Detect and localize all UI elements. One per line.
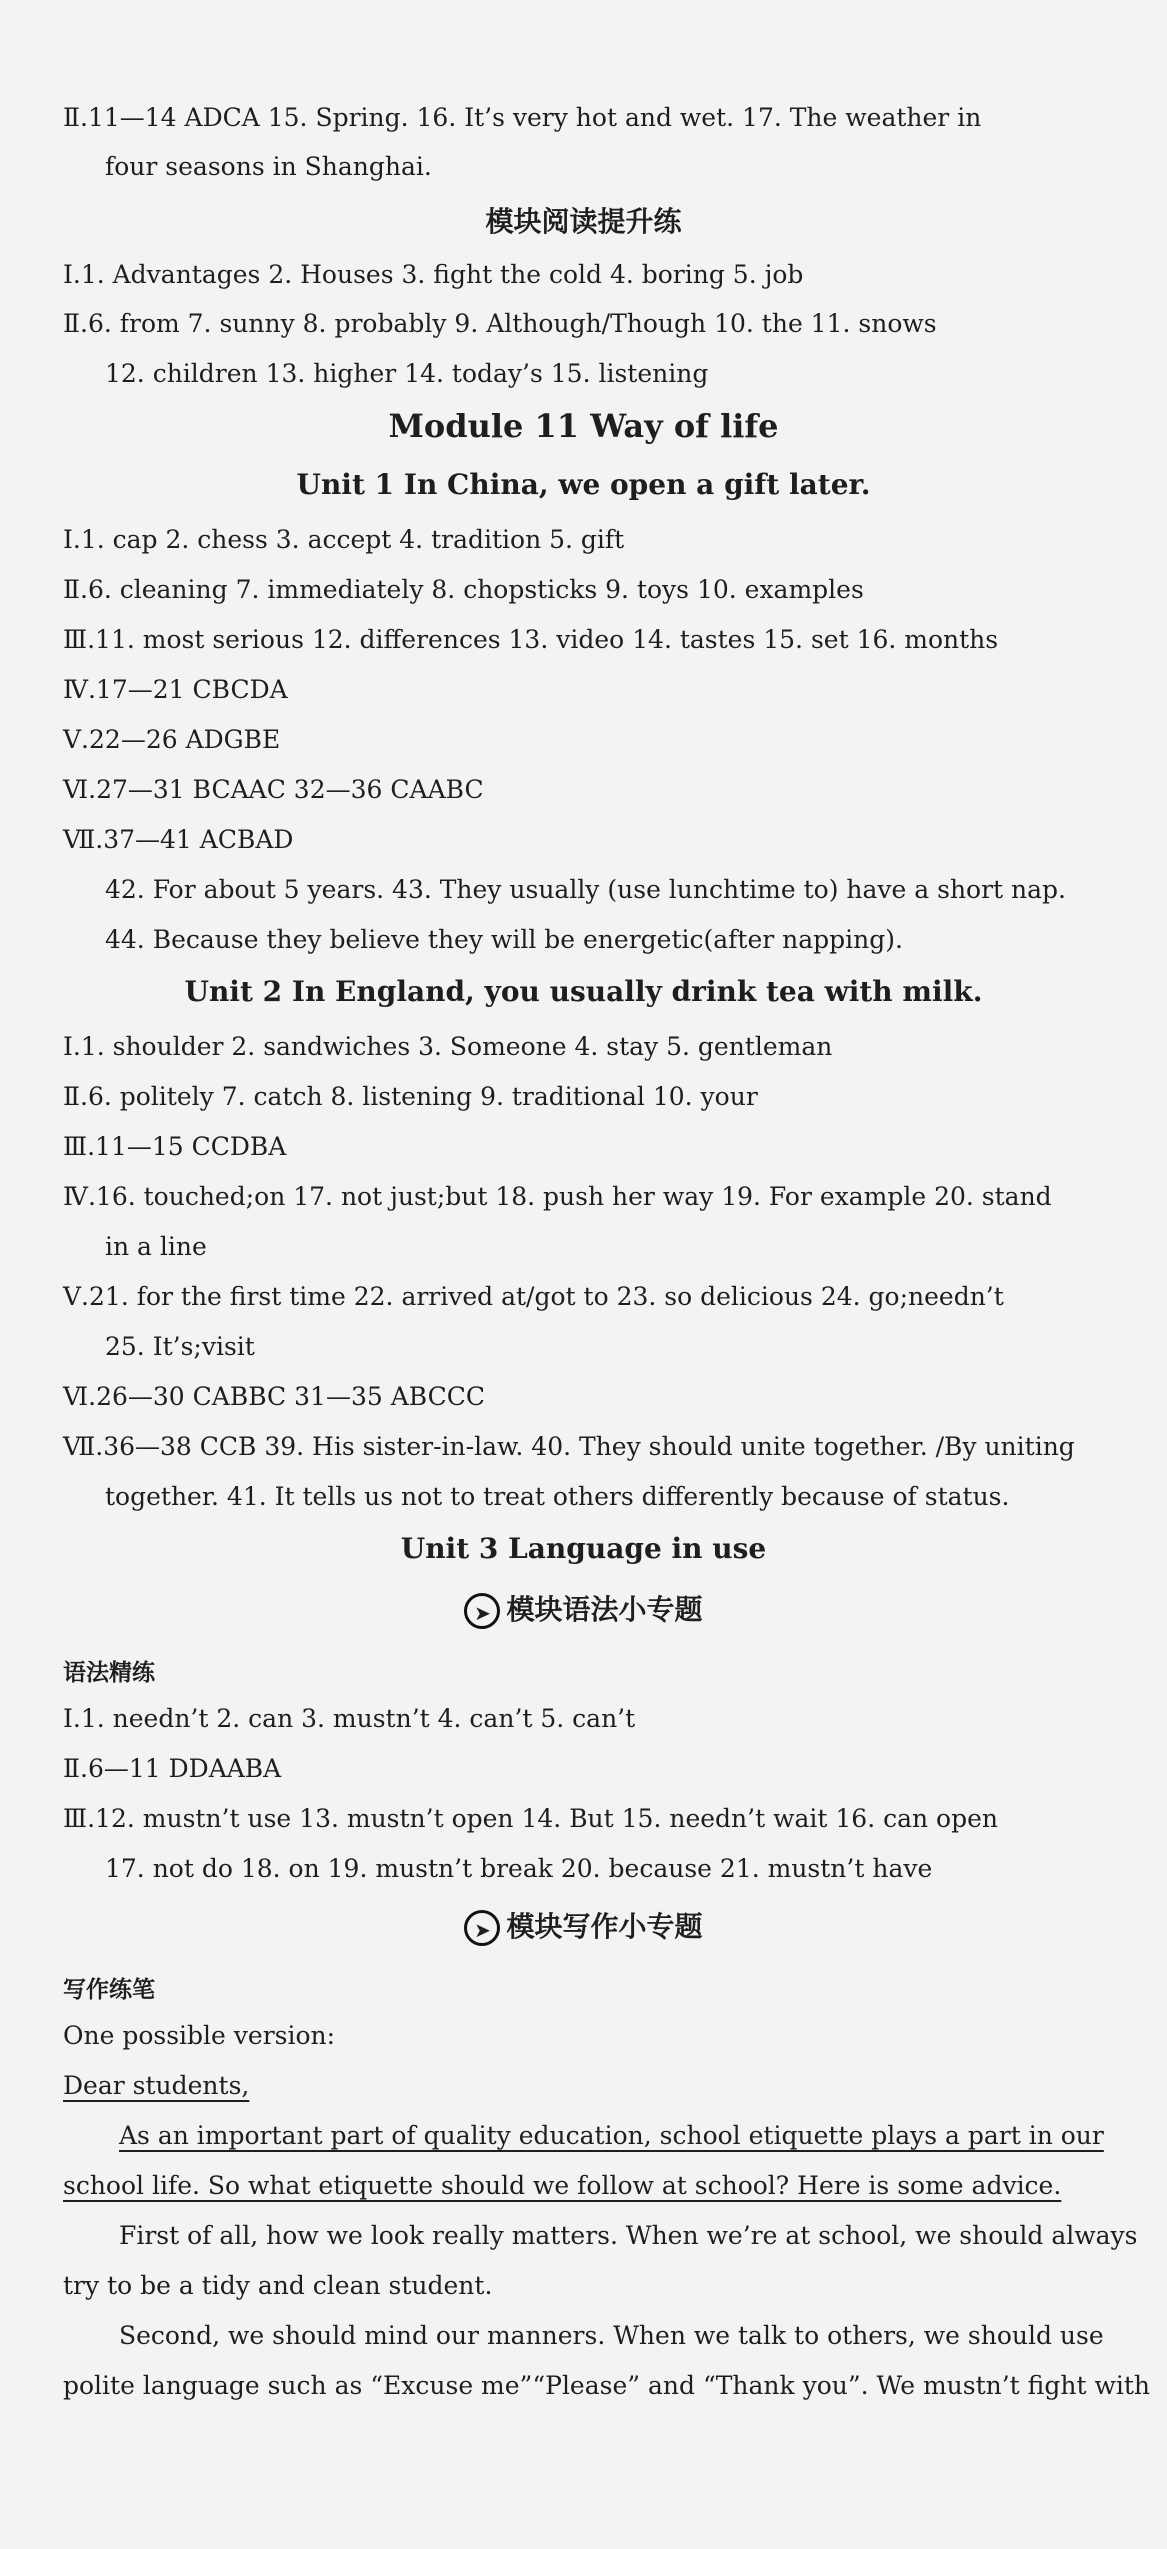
essay-line: polite language such as “Excuse me”“Please” and “Thank you”. We mustn’t fight with <box>63 2371 1150 2400</box>
answer-line: Ⅶ.36—38 CCB 39. His sister-in-law. 40. They should unite together. /By uniting <box>63 1432 1075 1461</box>
answer-line: 44. Because they believe they will be energetic(after napping). <box>105 925 903 954</box>
writing-subheading: 写作练笔 <box>63 1977 155 2003</box>
answer-line: Ⅵ.27—31 BCAAC 32—36 CAABC <box>63 775 484 804</box>
answer-line: Ⅴ.21. for the first time 22. arrived at/got to 23. so delicious 24. go;needn’t <box>63 1282 1004 1311</box>
answer-line: Ⅰ.1. Advantages 2. Houses 3. fight the cold 4. boring 5. job <box>63 260 804 289</box>
essay-greeting: Dear students, <box>63 2071 250 2100</box>
grammar-topic-title: ➤ 模块语法小专题 <box>0 1588 1167 1629</box>
answer-line: Ⅰ.1. cap 2. chess 3. accept 4. tradition 5. gift <box>63 525 625 554</box>
answer-line: Ⅲ.12. mustn’t use 13. mustn’t open 14. But 15. needn’t wait 16. can open <box>63 1804 998 1833</box>
answer-line: four seasons in Shanghai. <box>105 152 432 181</box>
arrow-circle-icon: ➤ <box>464 1910 500 1946</box>
essay-line: One possible version: <box>63 2021 336 2050</box>
essay-line: school life. So what etiquette should we follow at school? Here is some advice. <box>63 2171 1062 2200</box>
section-title-reading: 模块阅读提升练 <box>485 205 682 238</box>
essay-line: As an important part of quality education, school etiquette plays a part in our <box>119 2121 1104 2150</box>
answer-line: Ⅶ.37—41 ACBAD <box>63 825 294 854</box>
module-title: Module 11 Way of life <box>388 407 779 445</box>
essay-line: First of all, how we look really matters. When we’re at school, we should always <box>119 2221 1138 2250</box>
answer-line: Ⅳ.17—21 CBCDA <box>63 675 288 704</box>
answer-line: 25. It’s;visit <box>105 1332 255 1361</box>
essay-line: Second, we should mind our manners. When we talk to others, we should use <box>119 2321 1104 2350</box>
answer-line: Ⅱ.6. cleaning 7. immediately 8. chopsticks 9. toys 10. examples <box>63 575 864 604</box>
arrow-circle-icon: ➤ <box>464 1593 500 1629</box>
answer-line: Ⅴ.22—26 ADGBE <box>63 725 281 754</box>
answer-line: Ⅰ.1. needn’t 2. can 3. mustn’t 4. can’t 5. can’t <box>63 1704 636 1733</box>
essay-line: try to be a tidy and clean student. <box>63 2271 493 2300</box>
answer-line: Ⅰ.1. shoulder 2. sandwiches 3. Someone 4. stay 5. gentleman <box>63 1032 833 1061</box>
answer-line: in a line <box>105 1232 207 1261</box>
answer-line: Ⅲ.11. most serious 12. differences 13. video 14. tastes 15. set 16. months <box>63 625 999 654</box>
unit1-title: Unit 1 In China, we open a gift later. <box>296 468 871 501</box>
answer-line: 12. children 13. higher 14. today’s 15. listening <box>105 359 709 388</box>
answer-line: Ⅱ.6. from 7. sunny 8. probably 9. Although/Though 10. the 11. snows <box>63 309 937 338</box>
answer-line: Ⅵ.26—30 CABBC 31—35 ABCCC <box>63 1382 485 1411</box>
answer-line: 42. For about 5 years. 43. They usually (use lunchtime to) have a short nap. <box>105 875 1066 904</box>
grammar-subheading: 语法精练 <box>63 1660 155 1686</box>
writing-topic-title: ➤ 模块写作小专题 <box>0 1905 1167 1946</box>
answer-line: Ⅱ.6. politely 7. catch 8. listening 9. traditional 10. your <box>63 1082 758 1111</box>
answer-line: together. 41. It tells us not to treat others differently because of status. <box>105 1482 1010 1511</box>
answer-line: Ⅱ.6—11 DDAABA <box>63 1754 282 1783</box>
answer-line: 17. not do 18. on 19. mustn’t break 20. because 21. mustn’t have <box>105 1854 933 1883</box>
unit3-title: Unit 3 Language in use <box>400 1532 767 1565</box>
answer-line: Ⅳ.16. touched;on 17. not just;but 18. push her way 19. For example 20. stand <box>63 1182 1052 1211</box>
unit2-title: Unit 2 In England, you usually drink tea with milk. <box>184 975 983 1008</box>
answer-line: Ⅱ.11—14 ADCA 15. Spring. 16. It’s very hot and wet. 17. The weather in <box>63 103 982 132</box>
answer-line: Ⅲ.11—15 CCDBA <box>63 1132 287 1161</box>
